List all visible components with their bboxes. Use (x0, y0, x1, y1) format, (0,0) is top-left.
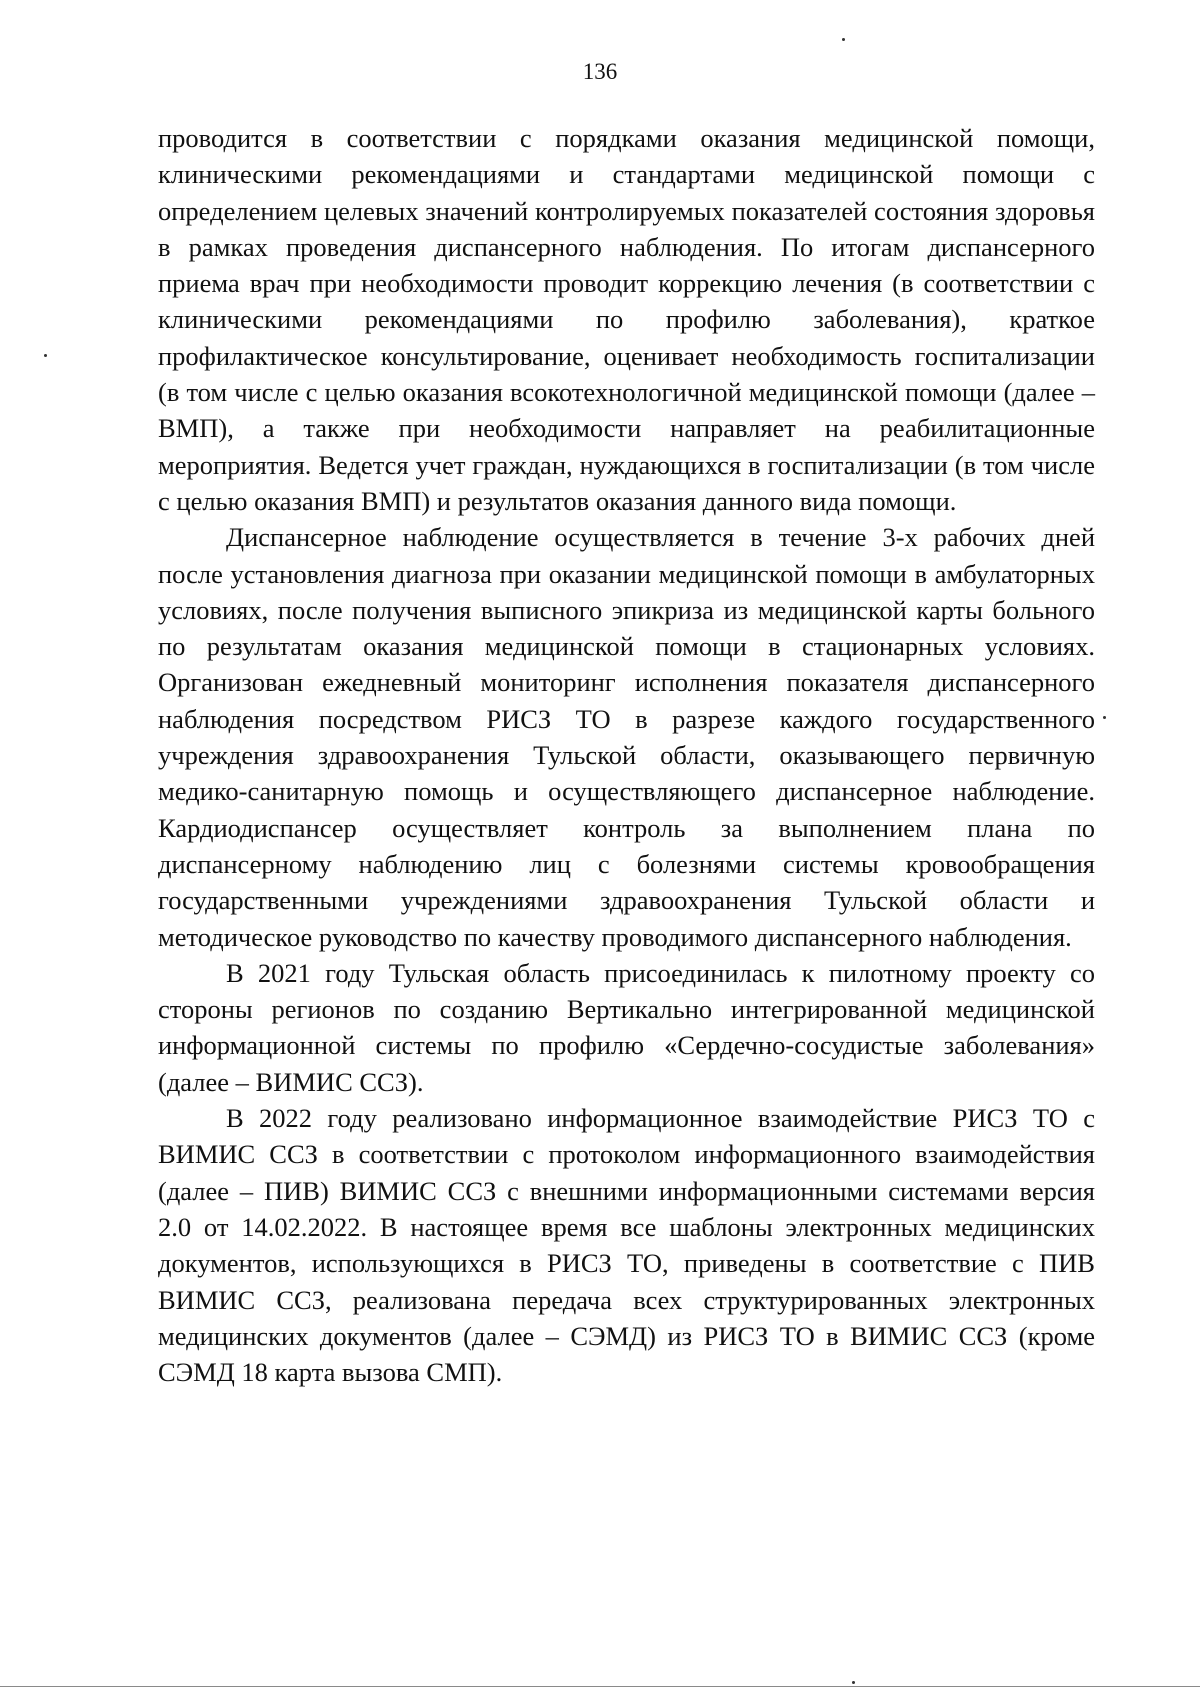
page-bottom-edge (0, 1686, 1200, 1687)
scan-speck (842, 38, 845, 41)
paragraph-integration-2022: В 2022 году реализовано информационное взаимодействие РИСЗ ТО с ВИМИС ССЗ в соответствии с протоколом информационного взаимодействия (далее – ПИВ) ВИМИС ССЗ с внешними информационными системами версия 2.0 от 14.02.2022. В настоящее время все шаблоны электронных медицинских документов, использующихся в РИСЗ ТО, приведены в соответствие с ПИВ ВИМИС ССЗ, реализована передача всех структурированных электронных медицинских документов (далее – СЭМД) из РИСЗ ТО в ВИМИС ССЗ (кроме СЭМД 18 карта вызова СМП). (158, 1103, 1095, 1388)
body-text (158, 120, 1095, 1390)
scan-speck (1103, 716, 1106, 719)
scan-speck (44, 354, 47, 357)
paragraph-pilot-project-2021: В 2021 году Тульская область присоединилась к пилотному проекту со стороны регионов по созданию Вертикально интегрированной медицинской информационной системы по профилю «Сердечно-сосудистые заболевания» (далее – ВИМИС ССЗ). (158, 957, 1095, 1097)
paragraph-continued: проводится в соответствии с порядками оказания медицинской помощи, клиническими рекомендациями и стандартами медицинской помощи с определением целевых значений контролируемых показателей состояния здоровья в рамках проведения диспансерного наблюдения. По итогам диспансерного приема врач при необходимости проводит коррекцию лечения (в соответствии с клиническими рекомендациями по профилю заболевания), краткое профилактическое консультирование, оценивает необходимость госпитализации (в том числе с целью оказания всокотехнологичной медицинской помощи (далее – ВМП), а также при необходимости направляет на реабилитационные мероприятия. Ведется учет граждан, нуждающихся в госпитализации (в том числе с целью оказания ВМП) и результатов оказания данного вида помощи. (158, 123, 1095, 516)
paragraph-dispensary-observation: Диспансерное наблюдение осуществляется в течение 3-х рабочих дней после установления диагноза при оказании медицинской помощи в амбулаторных условиях, после получения выписного эпикриза из медицинской карты больного по результатам оказания медицинской помощи в стационарных условиях. Организован ежедневный мониторинг исполнения показателя диспансерного наблюдения посредством РИСЗ ТО в разрезе каждого государственного учреждения здравоохранения Тульской области, оказывающего первичную медико-санитарную помощь и осуществляющего диспансерное наблюдение. Кардиодиспансер осуществляет контроль за выполнением плана по диспансерному наблюдению лиц с болезнями системы кровообращения государственными учреждениями здравоохранения Тульской области и методическое руководство по качеству проводимого диспансерного наблюдения. (158, 522, 1095, 952)
scan-speck (852, 1681, 855, 1684)
page-number: 136 (582, 59, 618, 84)
